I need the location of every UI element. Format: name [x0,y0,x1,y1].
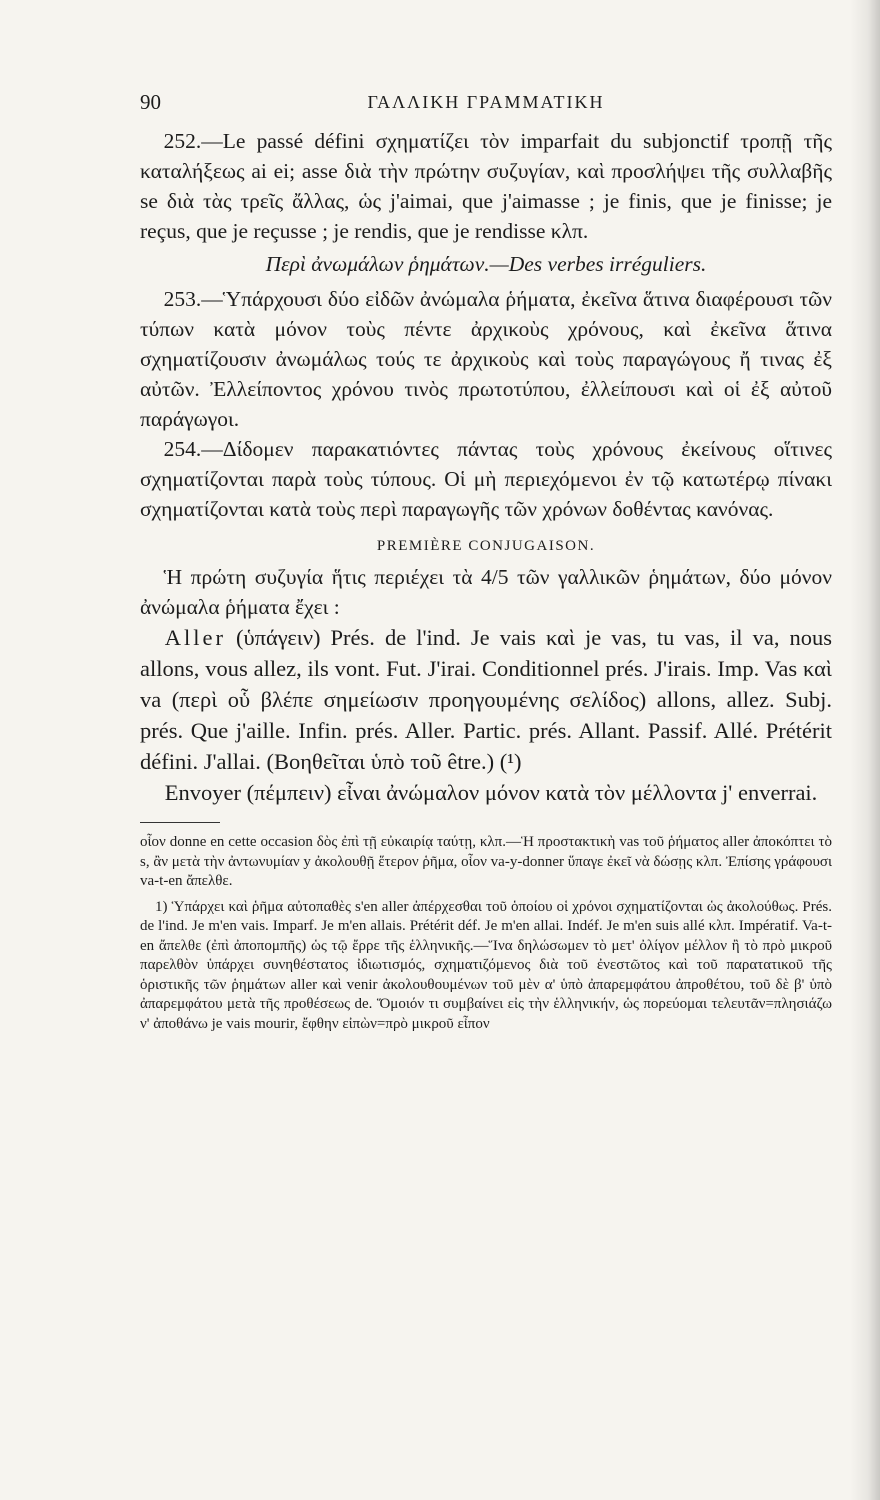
paragraph-254: 254.—Δίδομεν παρακατιόντες πάντας τοὺς χρόνους ἐκείνους οἵτινες σχηματίζονται παρὰ τοὺς τύπους. Οἱ μὴ περιεχόμενοι ἐν τῷ κατωτέρῳ πίνακι σχηματίζονται κατὰ τοὺς περὶ παραγωγῆς τῶν χρόνων δοθέντας κανόνας. [140,437,832,521]
footnote-rule [140,822,220,823]
paragraph-first-conjugation: Ἡ πρώτη συζυγία ἥτις περιέχει τὰ 4/5 τῶν γαλλικῶν ῥημάτων, δύο μόνον ἀνώμαλα ῥήματα ἔχει : [140,565,832,619]
footnotes [140,833,832,1034]
paragraph-aller [140,622,832,777]
verb-aller: Aller [164,625,226,650]
paragraph-252: 252.—Le passé défini σχηματίζει τὸν imparfait du subjonctif τροπῇ τῆς καταλήξεως ai ei; asse διὰ τὴν πρώτην συζυγίαν, καὶ προσλήψει τῆς συλλαβῆς se διὰ τὰς τρεῖς ἄλλας, ὡς j'aimai, que j'aimasse ; je finis, que je finisse; je reçus, que je reçusse ; je rendis, que je rendisse κλπ. [140,129,832,243]
footnote-continued: οἷον donne en cette occasion δὸς ἐπὶ τῇ εὐκαιρίᾳ ταύτῃ, κλπ.—Ἡ προστακτικὴ vas τοῦ ῥήματος aller ἀποκόπτει τὸ s, ἂν μετὰ τὴν ἀντωνυμίαν y ἀκολουθῇ ἕτερον ῥῆμα, οἷον va-y-donner ὕπαγε ἐκεῖ νὰ δώσῃς κλπ. Ἐπίσης γράφουσι va-t-en ἄπελθε. [140,834,832,889]
main-text [140,126,832,808]
page-number: 90 [140,90,161,114]
paragraph-253: 253.—Ὑπάρχουσι δύο εἰδῶν ἀνώμαλα ῥήματα, ἐκεῖνα ἅτινα διαφέρουσι τῶν τύπων κατὰ μόνον τοὺς πέντε ἀρχικοὺς χρόνους, καὶ ἐκεῖνα ἅτινα σχηματίζουσιν ἀνωμάλως τούς τε ἀρχικοὺς καὶ τοὺς παραγώγους ἤ τινας ἐξ αὐτῶν. Ἐλλείποντος χρόνου τινὸς πρωτοτύπου, ἐλλείπουσι καὶ οἱ ἐξ αὐτοῦ παράγωγοι. [140,287,832,431]
running-title: ΓΑΛΛΙΚΗ ΓΡΑΜΜΑΤΙΚΗ [367,92,605,112]
section-heading-first-conjugation: PREMIÈRE CONJUGAISON. [376,538,596,554]
aller-conjugation: (ὑπάγειν) Prés. de l'ind. Je vais καὶ je vas, tu vas, il va, nous allons, vous allez, ils vont. Fut. J'irai. Conditionnel prés. J'irais. Imp. Vas καὶ va (περὶ οὗ βλέπε σημείωσιν προηγουμένης σελίδος) allons, allez. Subj. prés. Que j'aille. Infin. prés. Aller. Partic. prés. Allant. Passif. Allé. Prétérit défini. J'allai. (Βοηθεῖται ὑπὸ τοῦ être.) (¹) [140,625,832,774]
page-header [140,84,832,120]
footnote-1: 1) Ὑπάρχει καὶ ῥῆμα αὐτοπαθὲς s'en aller ἀπέρχεσθαι τοῦ ὁποίου οἱ χρόνοι σχηματίζονται ὡς ἀκολούθως. Prés. de l'ind. Je m'en vais. Imparf. Je m'en allais. Prétérit déf. Je m'en allai. Indéf. Je m'en suis allé κλπ. Impératif. Va-t-en ἄπελθε (ἐπὶ ἀποπομπῆς) ὡς τῷ ἔρρε τῆς ἑλληνικῆς.—Ἵνα δηλώσωμεν τὸ μετ' ὀλίγον μέλλον ἢ τὸ πρὸ μικροῦ παρελθὸν ὑπάρχει συνηθέστατος ἰδιωτισμός, σχηματιζόμενος διὰ τοῦ ἐνεστῶτος καὶ τοῦ παρατατικοῦ τῆς ὁριστικῆς τῶν ῥημάτων aller καὶ venir ἀκολουθουμένων τοῦ μὲν α' ὑπὸ ἀπαρεμφάτου ἀπροθέτου, τοῦ δὲ β' ὑπὸ ἀπαρεμφάτου μετὰ τῆς προθέσεως de. Ὅμοιόν τι συμβαίνει εἰς τὴν ἑλληνικήν, ὡς πορεύομαι τελευτᾶν=πλησιάζω ν' ἀποθάνω je vais mourir, ἔφθην εἰπὼν=πρὸ μικροῦ εἶπον [140,898,832,1032]
paragraph-envoyer: Envoyer (πέμπειν) εἶναι ἀνώμαλον μόνον κατὰ τὸν μέλλοντα j' enverrai. [164,780,818,805]
page-edge-shadow [850,0,880,1500]
section-heading-irregular-verbs: Περὶ ἀνωμάλων ῥημάτων.—Des verbes irréguliers. [265,252,707,276]
